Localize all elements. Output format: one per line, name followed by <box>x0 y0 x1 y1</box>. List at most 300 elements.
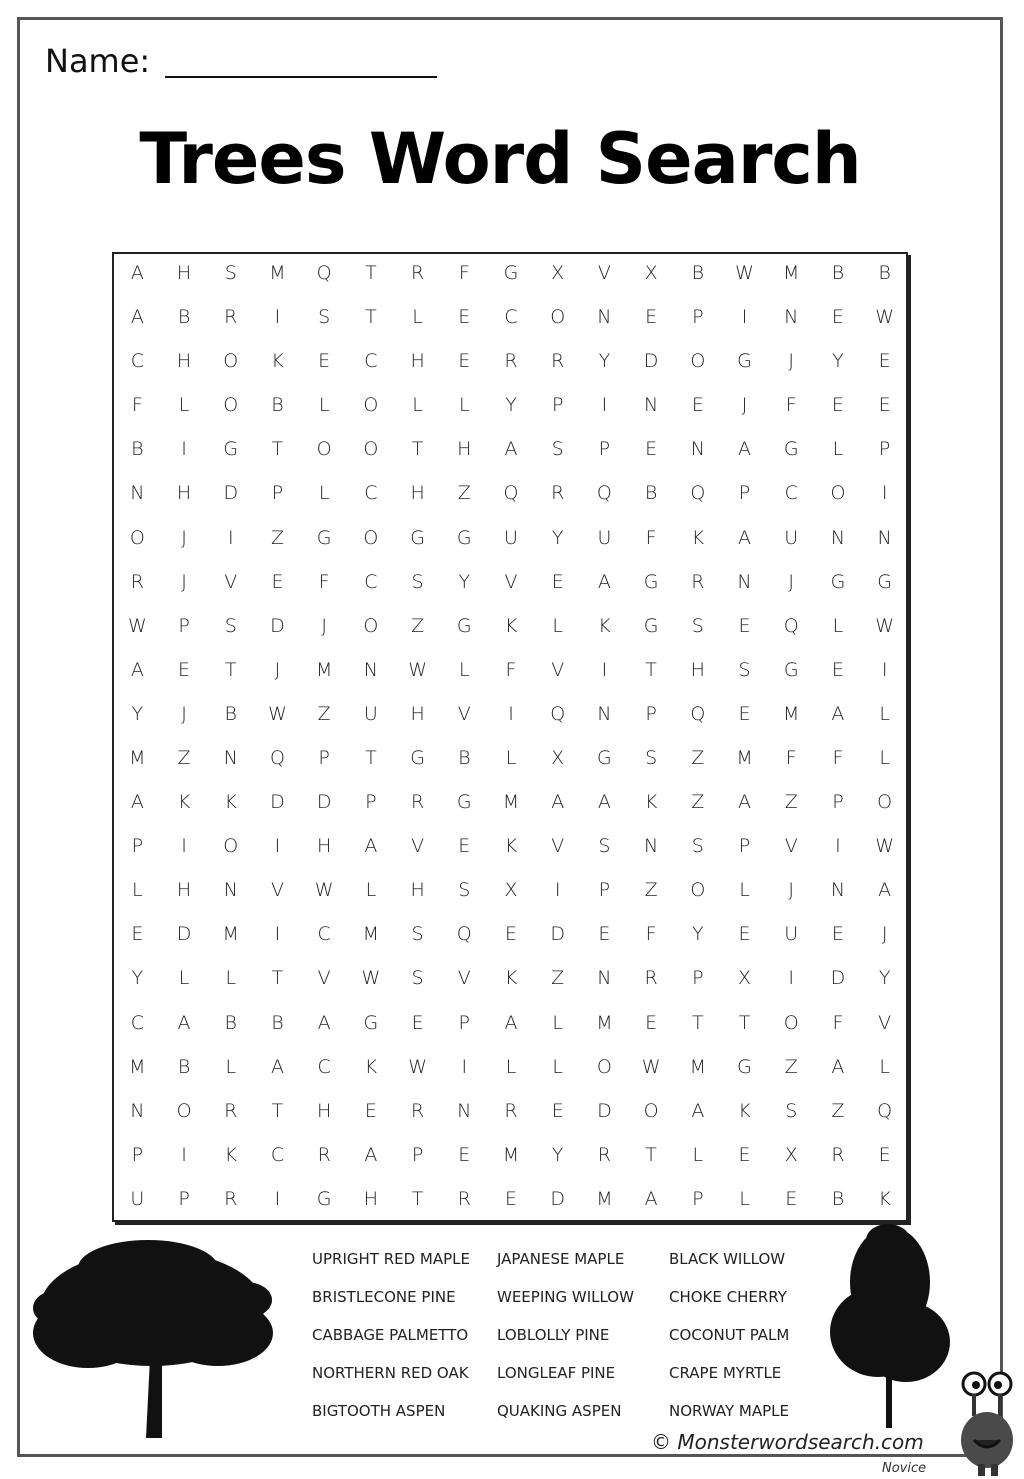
grid-letter[interactable]: M <box>222 923 239 946</box>
grid-letter[interactable]: P <box>271 482 284 505</box>
grid-letter[interactable]: S <box>645 747 658 770</box>
grid-letter[interactable]: N <box>223 879 238 902</box>
grid-letter[interactable]: E <box>738 614 751 637</box>
grid-letter[interactable]: V <box>504 570 518 593</box>
grid-letter[interactable]: B <box>644 482 658 505</box>
grid-letter[interactable]: I <box>881 658 888 681</box>
grid-letter[interactable]: R <box>597 1143 611 1166</box>
grid-letter[interactable]: W <box>314 879 334 902</box>
grid-letter[interactable]: R <box>130 570 144 593</box>
grid-letter[interactable]: Z <box>691 791 705 814</box>
grid-letter[interactable]: B <box>831 1187 845 1210</box>
grid-letter[interactable]: L <box>739 879 750 902</box>
grid-letter[interactable]: T <box>271 1099 284 1122</box>
grid-letter[interactable]: B <box>691 262 705 285</box>
grid-letter[interactable]: L <box>318 482 330 505</box>
grid-letter[interactable]: A <box>597 791 611 814</box>
grid-letter[interactable]: O <box>363 394 379 417</box>
grid-letter[interactable]: P <box>692 1187 704 1210</box>
grid-letter[interactable]: D <box>550 923 566 946</box>
grid-letter[interactable]: E <box>178 658 191 681</box>
grid-letter[interactable]: R <box>504 350 518 373</box>
grid-letter[interactable]: E <box>738 923 751 946</box>
grid-letter[interactable]: N <box>784 306 799 329</box>
grid-letter[interactable]: L <box>225 1055 237 1078</box>
grid-letter[interactable]: S <box>691 614 704 637</box>
grid-letter[interactable]: U <box>130 1187 145 1210</box>
grid-letter[interactable]: I <box>461 1055 468 1078</box>
grid-letter[interactable]: N <box>830 526 846 549</box>
grid-letter[interactable]: H <box>410 482 425 505</box>
grid-letter[interactable]: L <box>552 1011 563 1034</box>
grid-letter[interactable]: A <box>130 262 144 285</box>
grid-letter[interactable]: R <box>504 1099 518 1122</box>
grid-letter[interactable]: U <box>784 923 799 946</box>
grid-letter[interactable]: I <box>554 879 561 902</box>
grid-letter[interactable]: A <box>597 570 611 593</box>
grid-letter[interactable]: M <box>736 747 753 770</box>
grid-letter[interactable]: W <box>875 835 895 858</box>
grid-letter[interactable]: U <box>784 526 799 549</box>
grid-letter[interactable]: E <box>738 702 751 725</box>
grid-letter[interactable]: L <box>552 614 563 637</box>
grid-letter[interactable]: V <box>457 967 471 990</box>
grid-letter[interactable]: E <box>598 923 611 946</box>
grid-letter[interactable]: P <box>645 702 657 725</box>
grid-letter[interactable]: T <box>365 262 377 285</box>
grid-letter[interactable]: B <box>831 262 845 285</box>
grid-letter[interactable]: W <box>735 262 754 285</box>
grid-letter[interactable]: P <box>178 1187 190 1210</box>
grid-letter[interactable]: V <box>270 879 284 902</box>
grid-letter[interactable]: Y <box>458 570 471 593</box>
grid-letter[interactable]: X <box>551 747 565 770</box>
grid-letter[interactable]: D <box>550 1187 566 1210</box>
grid-letter[interactable]: N <box>130 1099 145 1122</box>
grid-letter[interactable]: B <box>131 438 144 461</box>
grid-letter[interactable]: Q <box>456 923 472 946</box>
grid-letter[interactable]: P <box>458 1011 471 1034</box>
grid-letter[interactable]: Z <box>691 747 705 770</box>
grid-letter[interactable]: L <box>832 614 844 637</box>
grid-letter[interactable]: T <box>224 658 237 681</box>
grid-letter[interactable]: M <box>502 1143 520 1166</box>
grid-letter[interactable]: H <box>176 879 192 902</box>
grid-letter[interactable]: M <box>783 702 800 725</box>
grid-letter[interactable]: E <box>645 1011 658 1034</box>
grid-letter[interactable]: N <box>457 1099 472 1122</box>
grid-letter[interactable]: Q <box>550 702 566 725</box>
grid-letter[interactable]: J <box>181 702 187 725</box>
grid-letter[interactable]: T <box>365 747 377 770</box>
grid-letter[interactable]: V <box>597 262 611 285</box>
grid-letter[interactable]: W <box>641 1055 661 1078</box>
grid-letter[interactable]: L <box>505 1055 517 1078</box>
grid-letter[interactable]: N <box>223 747 238 770</box>
grid-letter[interactable]: N <box>597 702 612 725</box>
grid-letter[interactable]: O <box>830 482 846 505</box>
grid-letter[interactable]: H <box>410 879 425 902</box>
grid-letter[interactable]: C <box>317 923 331 946</box>
grid-letter[interactable]: O <box>783 1011 799 1034</box>
grid-letter[interactable]: P <box>131 1143 144 1166</box>
grid-letter[interactable]: B <box>458 747 471 770</box>
grid-letter[interactable]: K <box>364 1055 378 1078</box>
grid-letter[interactable]: W <box>361 967 381 990</box>
grid-letter[interactable]: G <box>597 747 612 770</box>
grid-letter[interactable]: W <box>268 702 287 725</box>
grid-letter[interactable]: O <box>129 526 145 549</box>
grid-letter[interactable]: N <box>644 835 659 858</box>
grid-letter[interactable]: A <box>551 791 565 814</box>
grid-letter[interactable]: X <box>784 1143 798 1166</box>
grid-letter[interactable]: Y <box>505 394 517 417</box>
grid-letter[interactable]: I <box>508 702 514 725</box>
grid-letter[interactable]: R <box>457 1187 471 1210</box>
grid-letter[interactable]: P <box>598 879 611 902</box>
grid-letter[interactable]: C <box>364 350 378 373</box>
grid-letter[interactable]: Q <box>690 482 706 505</box>
grid-letter[interactable]: K <box>224 1143 237 1166</box>
grid-letter[interactable]: Y <box>832 350 844 373</box>
grid-letter[interactable]: O <box>596 1055 612 1078</box>
grid-letter[interactable]: P <box>832 791 844 814</box>
grid-letter[interactable]: R <box>691 570 705 593</box>
grid-letter[interactable]: E <box>411 1011 424 1034</box>
grid-letter[interactable]: E <box>691 394 704 417</box>
grid-letter[interactable]: M <box>362 923 380 946</box>
grid-letter[interactable]: J <box>881 923 888 946</box>
grid-letter[interactable]: L <box>225 967 237 990</box>
grid-letter[interactable]: Y <box>131 967 144 990</box>
grid-letter[interactable]: E <box>878 1143 891 1166</box>
grid-letter[interactable]: M <box>129 747 146 770</box>
name-input-line[interactable] <box>165 76 437 78</box>
grid-letter[interactable]: E <box>551 1099 564 1122</box>
grid-letter[interactable]: M <box>315 658 333 681</box>
grid-letter[interactable]: K <box>691 526 705 549</box>
grid-letter[interactable]: D <box>830 967 846 990</box>
grid-letter[interactable]: I <box>274 835 281 858</box>
grid-letter[interactable]: L <box>178 967 190 990</box>
grid-letter[interactable]: G <box>456 614 472 637</box>
grid-letter[interactable]: S <box>318 306 331 329</box>
grid-letter[interactable]: E <box>878 350 891 373</box>
grid-letter[interactable]: J <box>274 658 281 681</box>
grid-letter[interactable]: H <box>176 350 192 373</box>
grid-letter[interactable]: E <box>551 570 564 593</box>
grid-letter[interactable]: R <box>410 791 425 814</box>
grid-letter[interactable]: E <box>318 350 331 373</box>
grid-letter[interactable]: Z <box>457 482 471 505</box>
grid-letter[interactable]: H <box>317 835 332 858</box>
grid-letter[interactable]: M <box>689 1055 707 1078</box>
grid-letter[interactable]: Q <box>503 482 519 505</box>
grid-letter[interactable]: L <box>832 438 844 461</box>
grid-letter[interactable]: G <box>643 570 659 593</box>
grid-letter[interactable]: A <box>504 1011 518 1034</box>
grid-letter[interactable]: L <box>879 702 890 725</box>
grid-letter[interactable]: D <box>316 791 332 814</box>
grid-letter[interactable]: B <box>177 306 191 329</box>
grid-letter[interactable]: V <box>551 835 565 858</box>
grid-letter[interactable]: I <box>274 306 281 329</box>
grid-letter[interactable]: T <box>692 1011 704 1034</box>
grid-letter[interactable]: T <box>738 1011 751 1034</box>
grid-letter[interactable]: V <box>317 967 331 990</box>
grid-letter[interactable]: A <box>738 438 752 461</box>
grid-letter[interactable]: Y <box>598 350 611 373</box>
grid-letter[interactable]: E <box>645 438 658 461</box>
grid-letter[interactable]: K <box>738 1099 751 1122</box>
grid-letter[interactable]: L <box>365 879 377 902</box>
grid-letter[interactable]: C <box>364 482 378 505</box>
grid-letter[interactable]: R <box>644 967 658 990</box>
grid-letter[interactable]: R <box>410 1099 425 1122</box>
grid-letter[interactable]: L <box>879 1055 890 1078</box>
grid-letter[interactable]: S <box>411 923 424 946</box>
grid-letter[interactable]: Z <box>317 702 331 725</box>
grid-letter[interactable]: B <box>177 1055 191 1078</box>
grid-letter[interactable]: A <box>831 1055 845 1078</box>
grid-letter[interactable]: N <box>644 394 659 417</box>
grid-letter[interactable]: I <box>601 658 608 681</box>
grid-letter[interactable]: N <box>363 658 378 681</box>
grid-letter[interactable]: Y <box>551 1143 564 1166</box>
grid-letter[interactable]: T <box>365 306 377 329</box>
grid-letter[interactable]: A <box>270 1055 284 1078</box>
grid-letter[interactable]: R <box>224 1099 238 1122</box>
grid-letter[interactable]: P <box>365 791 377 814</box>
grid-letter[interactable]: X <box>738 967 752 990</box>
grid-letter[interactable]: E <box>458 1143 471 1166</box>
grid-letter[interactable]: P <box>738 835 751 858</box>
grid-letter[interactable]: J <box>788 350 795 373</box>
grid-letter[interactable]: F <box>131 394 143 417</box>
grid-letter[interactable]: B <box>271 1011 284 1034</box>
grid-letter[interactable]: M <box>129 1055 146 1078</box>
grid-letter[interactable]: G <box>410 747 425 770</box>
grid-letter[interactable]: K <box>504 835 518 858</box>
grid-letter[interactable]: R <box>831 1143 845 1166</box>
grid-letter[interactable]: M <box>783 262 800 285</box>
grid-letter[interactable]: I <box>181 438 187 461</box>
grid-letter[interactable]: G <box>877 570 892 593</box>
grid-letter[interactable]: E <box>738 1143 751 1166</box>
grid-letter[interactable]: E <box>458 306 471 329</box>
grid-letter[interactable]: P <box>131 835 144 858</box>
grid-letter[interactable]: A <box>738 791 752 814</box>
grid-letter[interactable]: H <box>690 658 705 681</box>
grid-letter[interactable]: S <box>691 835 704 858</box>
grid-letter[interactable]: O <box>690 879 706 902</box>
grid-letter[interactable]: O <box>176 1099 192 1122</box>
grid-letter[interactable]: I <box>227 526 234 549</box>
grid-letter[interactable]: E <box>458 350 471 373</box>
grid-letter[interactable]: H <box>176 262 192 285</box>
grid-letter[interactable]: N <box>597 967 612 990</box>
grid-letter[interactable]: V <box>224 570 238 593</box>
grid-letter[interactable]: L <box>458 394 470 417</box>
grid-letter[interactable]: B <box>878 262 891 285</box>
grid-letter[interactable]: D <box>270 614 285 637</box>
grid-letter[interactable]: E <box>831 394 844 417</box>
grid-letter[interactable]: G <box>363 1011 379 1034</box>
grid-letter[interactable]: X <box>644 262 658 285</box>
grid-letter[interactable]: T <box>411 1187 424 1210</box>
grid-letter[interactable]: S <box>458 879 471 902</box>
grid-letter[interactable]: W <box>875 306 895 329</box>
grid-letter[interactable]: V <box>784 835 798 858</box>
grid-letter[interactable]: E <box>831 658 844 681</box>
grid-letter[interactable]: L <box>132 879 143 902</box>
grid-letter[interactable]: I <box>788 967 795 990</box>
grid-letter[interactable]: S <box>411 570 424 593</box>
grid-letter[interactable]: Z <box>784 791 798 814</box>
grid-letter[interactable]: N <box>830 879 846 902</box>
grid-letter[interactable]: G <box>456 526 472 549</box>
grid-letter[interactable]: A <box>177 1011 191 1034</box>
grid-letter[interactable]: A <box>130 306 144 329</box>
grid-letter[interactable]: K <box>878 1187 891 1210</box>
grid-letter[interactable]: G <box>737 350 752 373</box>
grid-letter[interactable]: S <box>598 835 611 858</box>
grid-letter[interactable]: O <box>316 438 332 461</box>
grid-letter[interactable]: D <box>270 791 285 814</box>
grid-letter[interactable]: T <box>645 1143 657 1166</box>
grid-letter[interactable]: Z <box>270 526 284 549</box>
grid-letter[interactable]: G <box>503 262 519 285</box>
grid-letter[interactable]: K <box>177 791 191 814</box>
grid-letter[interactable]: L <box>458 658 470 681</box>
grid-letter[interactable]: H <box>410 350 425 373</box>
grid-letter[interactable]: A <box>831 702 845 725</box>
grid-letter[interactable]: Z <box>644 879 658 902</box>
grid-letter[interactable]: L <box>505 747 517 770</box>
grid-letter[interactable]: K <box>504 967 518 990</box>
grid-letter[interactable]: G <box>643 614 659 637</box>
grid-letter[interactable]: K <box>598 614 611 637</box>
grid-letter[interactable]: Q <box>316 262 332 285</box>
grid-letter[interactable]: A <box>364 1143 378 1166</box>
grid-letter[interactable]: Y <box>551 526 564 549</box>
grid-letter[interactable]: S <box>551 438 564 461</box>
grid-letter[interactable]: M <box>269 262 286 285</box>
grid-letter[interactable]: G <box>223 438 239 461</box>
grid-letter[interactable]: U <box>363 702 378 725</box>
grid-letter[interactable]: R <box>224 1187 238 1210</box>
grid-letter[interactable]: E <box>271 570 284 593</box>
grid-letter[interactable]: L <box>692 1143 704 1166</box>
grid-letter[interactable]: O <box>550 306 566 329</box>
grid-letter[interactable]: F <box>318 570 330 593</box>
grid-letter[interactable]: J <box>788 570 795 593</box>
grid-letter[interactable]: B <box>224 1011 237 1034</box>
grid-letter[interactable]: P <box>178 614 190 637</box>
grid-letter[interactable]: T <box>271 438 284 461</box>
grid-letter[interactable]: O <box>643 1099 659 1122</box>
grid-letter[interactable]: L <box>178 394 190 417</box>
grid-letter[interactable]: E <box>878 394 891 417</box>
grid-letter[interactable]: A <box>130 658 144 681</box>
grid-letter[interactable]: I <box>274 923 281 946</box>
grid-letter[interactable]: O <box>223 350 239 373</box>
grid-letter[interactable]: Z <box>784 1055 798 1078</box>
grid-letter[interactable]: U <box>597 526 612 549</box>
grid-letter[interactable]: V <box>457 702 471 725</box>
grid-letter[interactable]: E <box>131 923 144 946</box>
grid-letter[interactable]: B <box>271 394 284 417</box>
grid-letter[interactable]: C <box>364 570 378 593</box>
grid-letter[interactable]: K <box>504 614 518 637</box>
grid-letter[interactable]: K <box>271 350 284 373</box>
grid-letter[interactable]: V <box>411 835 425 858</box>
grid-letter[interactable]: X <box>504 879 518 902</box>
grid-letter[interactable]: Z <box>411 614 425 637</box>
grid-letter[interactable]: C <box>270 1143 285 1166</box>
grid-letter[interactable]: K <box>224 791 237 814</box>
grid-letter[interactable]: N <box>130 482 145 505</box>
grid-letter[interactable]: E <box>831 923 844 946</box>
grid-letter[interactable]: G <box>783 438 799 461</box>
grid-letter[interactable]: P <box>318 747 330 770</box>
grid-letter[interactable]: U <box>504 526 518 549</box>
grid-letter[interactable]: Q <box>690 702 706 725</box>
grid-letter[interactable]: V <box>551 658 565 681</box>
grid-letter[interactable]: P <box>411 1143 424 1166</box>
grid-letter[interactable]: N <box>737 570 752 593</box>
grid-letter[interactable]: A <box>738 526 752 549</box>
grid-letter[interactable]: K <box>644 791 658 814</box>
grid-letter[interactable]: A <box>504 438 518 461</box>
grid-letter[interactable]: P <box>692 306 704 329</box>
grid-letter[interactable]: D <box>643 350 659 373</box>
grid-letter[interactable]: G <box>737 1055 752 1078</box>
grid-letter[interactable]: W <box>875 614 895 637</box>
grid-letter[interactable]: Q <box>783 614 799 637</box>
grid-letter[interactable]: H <box>176 482 192 505</box>
grid-letter[interactable]: N <box>877 526 892 549</box>
grid-letter[interactable]: F <box>785 394 797 417</box>
grid-letter[interactable]: L <box>412 306 423 329</box>
grid-letter[interactable]: P <box>551 394 564 417</box>
grid-letter[interactable]: F <box>645 526 657 549</box>
grid-letter[interactable]: A <box>364 835 378 858</box>
grid-letter[interactable]: H <box>363 1187 379 1210</box>
grid-letter[interactable]: H <box>317 1099 332 1122</box>
grid-letter[interactable]: J <box>321 614 327 637</box>
grid-letter[interactable]: D <box>176 923 192 946</box>
grid-letter[interactable]: H <box>457 438 472 461</box>
grid-letter[interactable]: W <box>408 658 427 681</box>
grid-letter[interactable]: R <box>317 1143 331 1166</box>
grid-letter[interactable]: C <box>504 306 518 329</box>
grid-letter[interactable]: C <box>130 350 144 373</box>
grid-letter[interactable]: E <box>504 1187 517 1210</box>
grid-letter[interactable]: M <box>502 791 520 814</box>
grid-letter[interactable]: S <box>738 658 751 681</box>
grid-letter[interactable]: I <box>274 1187 281 1210</box>
grid-letter[interactable]: A <box>317 1011 331 1034</box>
grid-letter[interactable]: T <box>645 658 657 681</box>
grid-letter[interactable]: G <box>830 570 846 593</box>
grid-letter[interactable]: S <box>411 967 424 990</box>
grid-letter[interactable]: G <box>316 526 332 549</box>
grid-letter[interactable]: O <box>363 526 379 549</box>
grid-letter[interactable]: O <box>363 438 379 461</box>
grid-letter[interactable]: P <box>598 438 611 461</box>
grid-letter[interactable]: L <box>879 747 890 770</box>
